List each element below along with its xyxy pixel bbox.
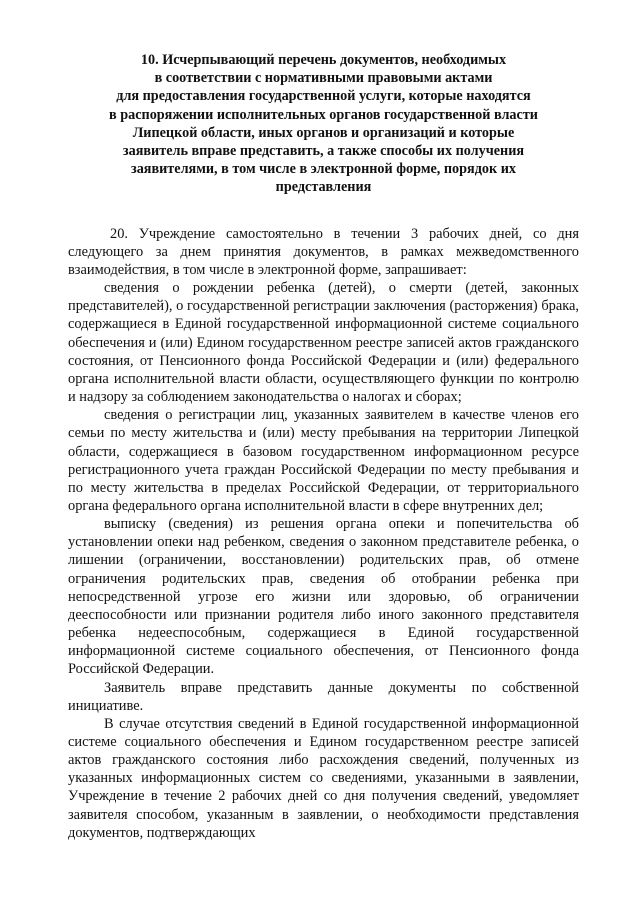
paragraph-applicant-right: Заявитель вправе представить данные документы по собственной инициативе.: [68, 679, 579, 714]
heading-line: 10. Исчерпывающий перечень документов, необходимых: [140, 52, 507, 68]
heading-line: заявителями, в том числе в электронной форме, порядок их: [131, 161, 516, 178]
section-heading: [68, 51, 579, 197]
heading-line: в распоряжении исполнительных органов государственной власти: [109, 106, 538, 123]
section-body: [68, 225, 579, 842]
paragraph-birth-death-marriage-info: сведения о рождении ребенка (детей), о смерти (детей, законных представителей), о государственной регистрации заключения (расторжения) брака, содержащиеся в Единой государственной информационной системе социального обеспечения и (или) Едином государственном реестре записей актов гражданского состояния, от Пенсионного фонда Российской Федерации и (или) федерального органа исполнительной власти области, осуществляющего функции по контролю и надзору за соблюдением законодательства о налогах и сборах;: [68, 280, 579, 406]
paragraph-registration-info: сведения о регистрации лиц, указанных заявителем в качестве членов его семьи по месту жительства и (или) месту пребывания на территории Липецкой области, содержащиеся в базовом государственном информационном ресурсе регистрационного учета граждан Российской Федерации по месту пребывания и по месту жительства в пределах Российской Федерации, от территориального органа федерального органа исполнительной власти в сфере внутренних дел;: [68, 407, 579, 514]
heading-line: для предоставления государственной услуги, которые находятся: [116, 88, 531, 105]
heading-line: Липецкой области, иных органов и организаций и которые: [132, 124, 515, 141]
paragraph-missing-info-case: В случае отсутствия сведений в Единой государственной информационной системе социального обеспечения и Едином государственном реестре записей актов гражданского состояния либо расхождения сведений, полученных из указанных информационных систем со сведениями, указанными в заявлении, Учреждение в течение 2 рабочих дней со дня получения сведений, уведомляет заявителя способом, указанным в заявлении, о необходимости представления документов, подтверждающих: [68, 715, 579, 841]
heading-line: представления: [275, 179, 372, 196]
heading-line: в соответствии с нормативными правовыми актами: [154, 70, 493, 87]
heading-line: заявитель вправе представить, а также способы их получения: [122, 143, 525, 160]
paragraph-item-20: 20. Учреждение самостоятельно в течении 3 рабочих дней, со дня следующего за днем принятия документов, в рамках межведомственного взаимодействия, в том числе в электронной форме, запрашивает:: [68, 225, 579, 278]
paragraph-guardianship-extract: выписку (сведения) из решения органа опеки и попечительства об установлении опеки над ребенком, сведения о законном представителе ребенка, о лишении (ограничении, восстановлении) родительских прав, об отмене ограничения родительских прав, сведения об отобрании ребенка при непосредственной угрозе его жизни или здоровью, об ограничении дееспособности или признании родителя либо иного законного представителя ребенка недееспособным, содержащиеся в Единой государственной информационной системе социального обеспечения, от Пенсионного фонда Российской Федерации.: [68, 516, 579, 678]
